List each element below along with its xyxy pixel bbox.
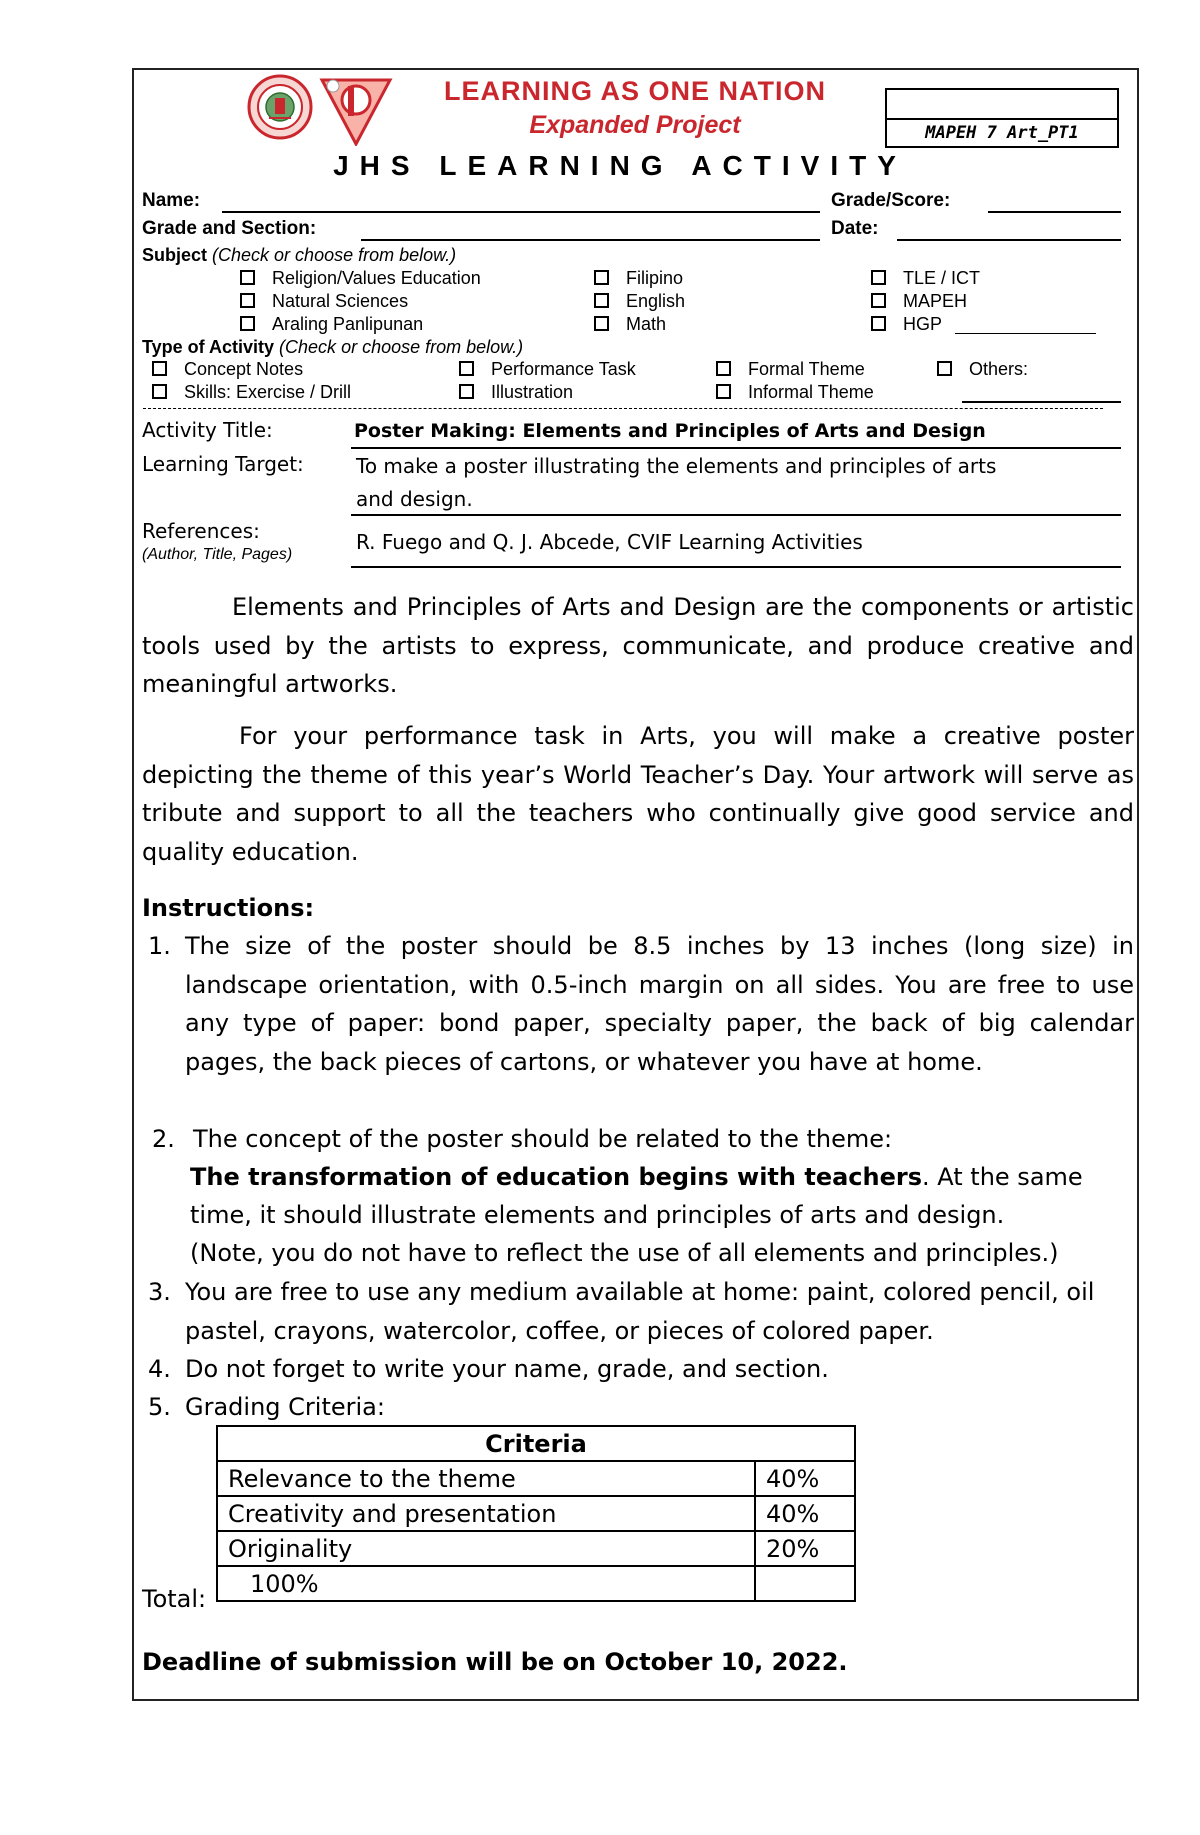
grading-criteria-table bbox=[216, 1425, 856, 1602]
activity-code: MAPEH 7 Art_PT1 bbox=[925, 123, 1079, 143]
name-field[interactable] bbox=[222, 211, 820, 213]
item-number-5: 5. bbox=[148, 1393, 171, 1421]
total-value: 100% bbox=[217, 1566, 755, 1601]
subject-option-mapeh[interactable]: MAPEH bbox=[871, 291, 967, 312]
note-line: (Note, you do not have to reflect the use of all elements and principles.) bbox=[190, 1239, 1059, 1267]
subject-option-math[interactable]: Math bbox=[594, 314, 666, 335]
item-number-2: 2. bbox=[152, 1125, 175, 1153]
activity-type-label: Type of Activity bbox=[142, 337, 275, 357]
instruction-item-2: The concept of the poster should be related to the theme: bbox=[193, 1125, 893, 1153]
criteria-value: 40% bbox=[755, 1496, 855, 1531]
activity-option-informal-theme[interactable]: Informal Theme bbox=[716, 382, 874, 403]
activity-option-performance-task[interactable]: Performance Task bbox=[459, 359, 636, 380]
checkbox-icon[interactable] bbox=[240, 316, 255, 331]
checkbox-icon[interactable] bbox=[716, 361, 731, 376]
total-row bbox=[217, 1566, 855, 1601]
subject-option-english[interactable]: English bbox=[594, 291, 685, 312]
total-label: Total: bbox=[142, 1585, 207, 1613]
checkbox-icon[interactable] bbox=[937, 361, 952, 376]
references-hint: (Author, Title, Pages) bbox=[142, 546, 293, 563]
activity-option-formal-theme[interactable]: Formal Theme bbox=[716, 359, 865, 380]
references-line bbox=[351, 566, 1121, 568]
checkbox-icon[interactable] bbox=[459, 384, 474, 399]
instruction-item-1: The size of the poster should be 8.5 inches by 13 inches (long size) in landscape orientation, with 0.5-inch margin on all sides. You are free to use any type of paper: bond paper, specialty paper, the back of big calendar pages, the back pieces of cartons, or whatever you have at home. bbox=[185, 932, 1134, 1076]
learning-target-line1: To make a poster illustrating the elements and principles of arts bbox=[356, 454, 997, 478]
checkbox-icon[interactable] bbox=[459, 361, 474, 376]
grade-score-label: Grade/Score: bbox=[831, 190, 951, 211]
others-field[interactable] bbox=[962, 401, 1121, 403]
grade-section-field[interactable] bbox=[361, 239, 820, 241]
activity-option-illustration[interactable]: Illustration bbox=[459, 382, 573, 403]
activity-type-heading bbox=[142, 337, 523, 358]
subject-option-filipino[interactable]: Filipino bbox=[594, 268, 683, 289]
table-row bbox=[217, 1531, 855, 1566]
references-value: R. Fuego and Q. J. Abcede, CVIF Learning Activities bbox=[356, 530, 863, 554]
total-empty-cell bbox=[755, 1566, 855, 1601]
subject-option-hgp[interactable]: HGP bbox=[871, 314, 942, 335]
date-field[interactable] bbox=[897, 239, 1121, 241]
instruction-item-3: You are free to use any medium available at home: paint, colored pencil, oil pastel, crayons, watercolor, coffee, or pieces of colored paper. bbox=[185, 1278, 1095, 1345]
subject-option-religion[interactable]: Religion/Values Education bbox=[240, 268, 481, 289]
activity-title-label: Activity Title: bbox=[142, 418, 273, 442]
checkbox-icon[interactable] bbox=[240, 293, 255, 308]
program-title: LEARNING AS ONE NATION bbox=[443, 76, 826, 106]
activity-type-hint: (Check or choose from below.) bbox=[279, 337, 524, 357]
theme-bold: The transformation of education begins with teachers bbox=[190, 1163, 922, 1191]
theme-line: The transformation of education begins with teachers. At the same bbox=[190, 1163, 1083, 1191]
intro-paragraph: Elements and Principles of Arts and Design are the components or artistic tools used by the artists to express, communicate, and produce creative and meaningful artworks. bbox=[142, 593, 1134, 698]
activity-option-concept-notes[interactable]: Concept Notes bbox=[152, 359, 303, 380]
activity-header: JHS LEARNING ACTIVITY bbox=[333, 150, 907, 181]
checkbox-icon[interactable] bbox=[152, 361, 167, 376]
instruction-item-5: Grading Criteria: bbox=[185, 1393, 385, 1421]
name-label: Name: bbox=[142, 190, 201, 211]
checkbox-icon[interactable] bbox=[240, 270, 255, 285]
subject-option-tle-ict[interactable]: TLE / ICT bbox=[871, 268, 980, 289]
learning-target-line bbox=[351, 514, 1121, 516]
activity-option-skills[interactable]: Skills: Exercise / Drill bbox=[152, 382, 351, 403]
program-subtitle: Expanded Project bbox=[529, 111, 741, 139]
criteria-name: Creativity and presentation bbox=[217, 1496, 755, 1531]
activity-title-line bbox=[351, 447, 1121, 449]
checkbox-icon[interactable] bbox=[871, 270, 886, 285]
subject-option-araling-panlipunan[interactable]: Araling Panlipunan bbox=[240, 314, 423, 335]
learning-target-label: Learning Target: bbox=[142, 452, 304, 476]
criteria-name: Relevance to the theme bbox=[217, 1461, 755, 1496]
activity-code-box bbox=[885, 88, 1119, 148]
subject-hint: (Check or choose from below.) bbox=[212, 245, 457, 265]
criteria-value: 20% bbox=[755, 1531, 855, 1566]
table-row bbox=[217, 1461, 855, 1496]
checkbox-icon[interactable] bbox=[594, 270, 609, 285]
deped-logo bbox=[318, 74, 394, 146]
checkbox-icon[interactable] bbox=[152, 384, 167, 399]
references-label: References: bbox=[142, 519, 260, 543]
checkbox-icon[interactable] bbox=[871, 293, 886, 308]
subject-option-natural-sciences[interactable]: Natural Sciences bbox=[240, 291, 408, 312]
activity-title-value: Poster Making: Elements and Principles of Arts and Design bbox=[354, 420, 986, 442]
date-label: Date: bbox=[831, 218, 879, 239]
subject-heading bbox=[142, 245, 456, 266]
school-seal-logo bbox=[247, 74, 313, 140]
criteria-value: 40% bbox=[755, 1461, 855, 1496]
table-row bbox=[217, 1496, 855, 1531]
instruction-item-4: Do not forget to write your name, grade, and section. bbox=[185, 1355, 829, 1383]
task-paragraph: For your performance task in Arts, you will make a creative poster depicting the theme of this year’s World Teacher’s Day. Your artwork will serve as tribute and support to all the teachers who continually give good service and quality education. bbox=[142, 722, 1134, 866]
checkbox-icon[interactable] bbox=[716, 384, 731, 399]
theme-line-2: time, it should illustrate elements and principles of arts and design. bbox=[190, 1201, 1005, 1229]
grade-score-field[interactable] bbox=[988, 211, 1121, 213]
checkbox-icon[interactable] bbox=[594, 293, 609, 308]
deadline-text: Deadline of submission will be on October 10, 2022. bbox=[142, 1648, 848, 1676]
item-number-4: 4. bbox=[148, 1355, 171, 1383]
grade-section-label: Grade and Section: bbox=[142, 218, 317, 239]
section-divider bbox=[143, 408, 1103, 409]
hgp-field[interactable] bbox=[955, 333, 1096, 334]
subject-label: Subject bbox=[142, 245, 208, 265]
learning-target-line2: and design. bbox=[356, 487, 473, 511]
criteria-name: Originality bbox=[217, 1531, 755, 1566]
item-number-3: 3. bbox=[148, 1278, 171, 1306]
criteria-header: Criteria bbox=[217, 1426, 855, 1461]
checkbox-icon[interactable] bbox=[871, 316, 886, 331]
instructions-heading: Instructions: bbox=[142, 894, 315, 922]
table-header-row bbox=[217, 1426, 855, 1461]
item-number-1: 1. bbox=[148, 932, 171, 960]
checkbox-icon[interactable] bbox=[594, 316, 609, 331]
activity-option-others[interactable]: Others: bbox=[937, 359, 1028, 380]
